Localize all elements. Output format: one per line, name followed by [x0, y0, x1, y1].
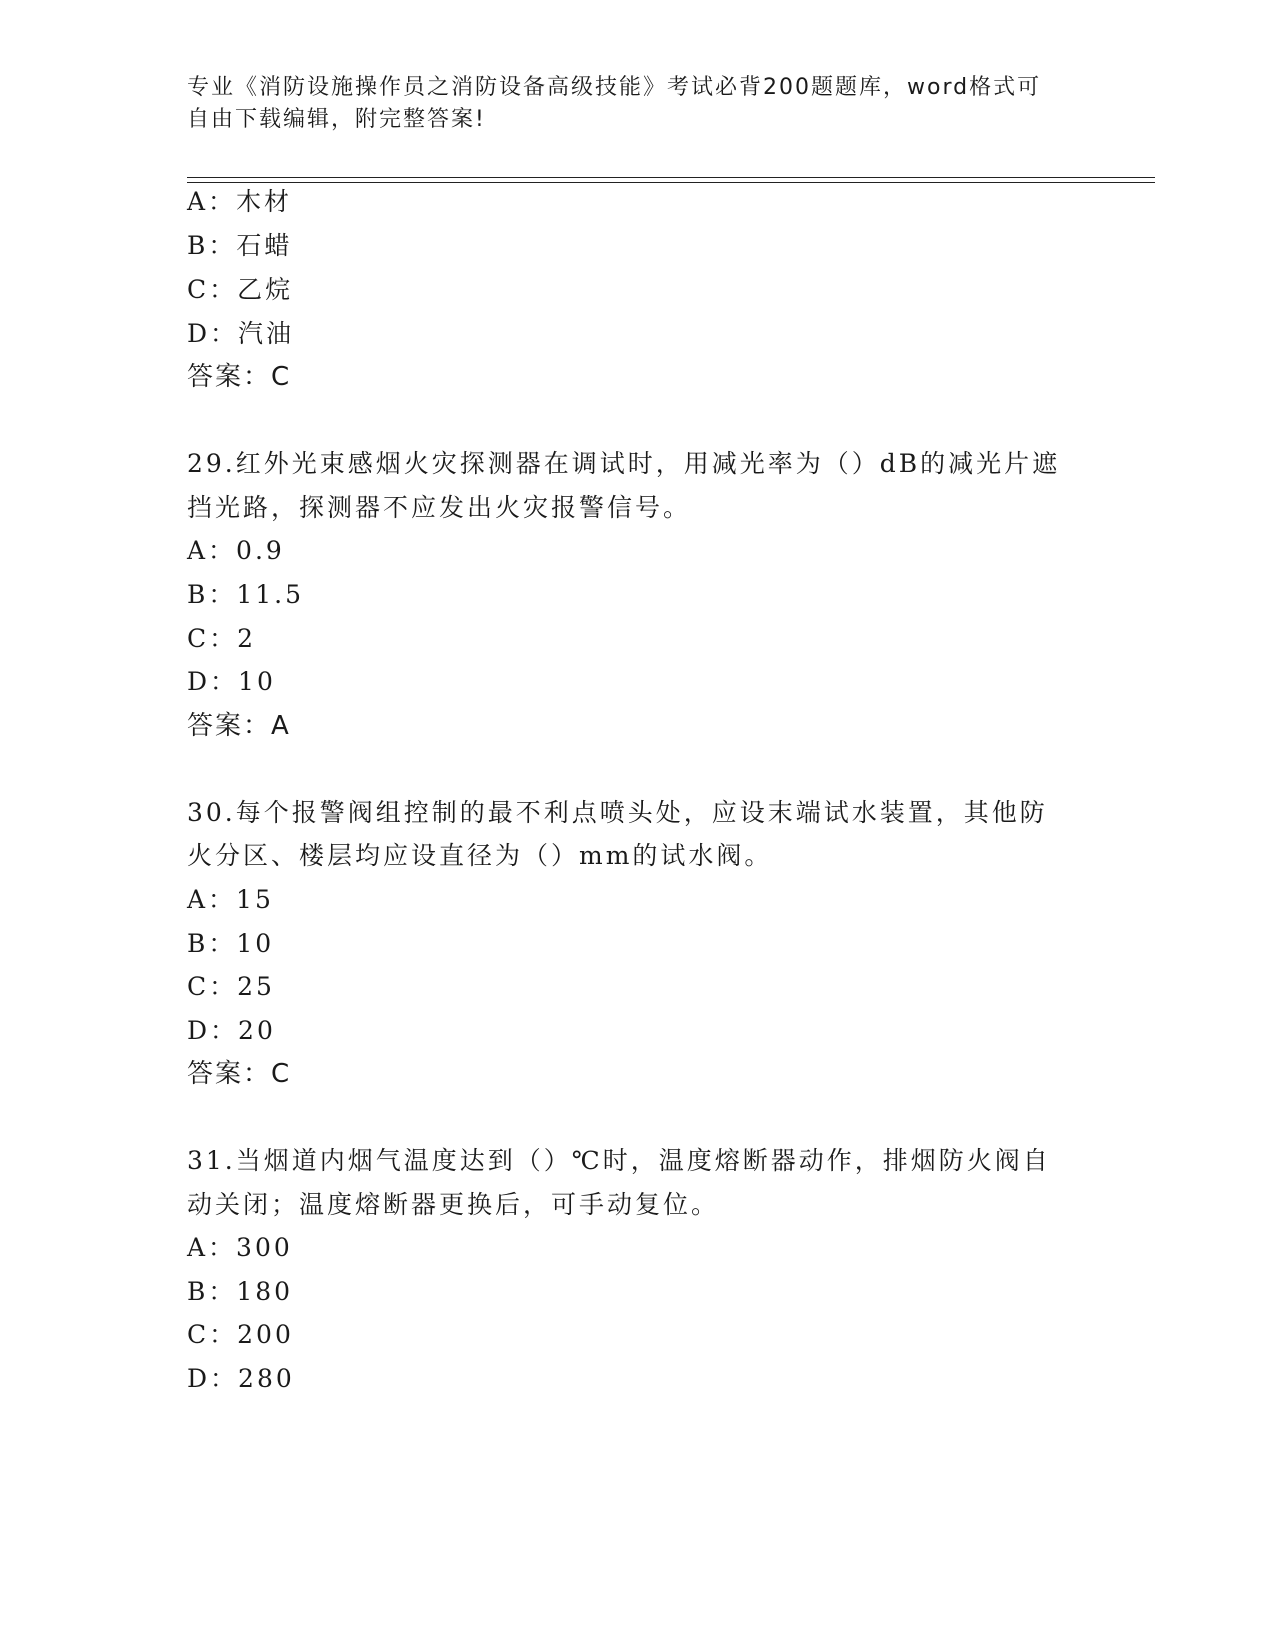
q31-stem-line-1: 31.当烟道内烟气温度达到（）℃时，温度熔断器动作，排烟防火阀自: [187, 1146, 1051, 1175]
prev-option-b: B：石蜡: [187, 231, 293, 260]
q30-option-c: C：25: [187, 972, 275, 1001]
q30-answer: 答案：C: [187, 1059, 292, 1089]
prev-option-d: D：汽油: [187, 319, 295, 348]
q31-stem-line-2: 动关闭；温度熔断器更换后，可手动复位。: [187, 1190, 720, 1219]
q29-stem-line-2: 挡光路，探测器不应发出火灾报警信号。: [187, 493, 692, 522]
q29-stem-line-1: 29.红外光束感烟火灾探测器在调试时，用减光率为（）dB的减光片遮: [187, 449, 1061, 478]
header-line-1: 专业《消防设施操作员之消防设备高级技能》考试必背200题题库，word格式可: [187, 75, 1042, 100]
q31-option-a: A：300: [187, 1233, 293, 1262]
q30-option-a: A：15: [187, 885, 274, 914]
q29-option-d: D：10: [187, 667, 276, 696]
q31-option-c: C：200: [187, 1320, 294, 1349]
prev-option-c: C：乙烷: [187, 275, 294, 304]
q29-option-a: A：0.9: [187, 536, 285, 565]
header-line-2: 自由下载编辑，附完整答案!: [187, 107, 486, 132]
q29-answer: 答案：A: [187, 711, 291, 741]
q31-option-d: D：280: [187, 1364, 295, 1393]
header-divider-top: [187, 177, 1155, 178]
prev-option-a: A：木材: [187, 187, 293, 216]
q30-option-b: B：10: [187, 929, 275, 958]
q31-option-b: B：180: [187, 1277, 294, 1306]
q30-stem-line-2: 火分区、楼层均应设直径为（）mm的试水阀。: [187, 841, 773, 870]
q29-option-b: B：11.5: [187, 580, 305, 609]
q30-stem-line-1: 30.每个报警阀组控制的最不利点喷头处，应设末端试水装置，其他防: [187, 798, 1048, 827]
prev-answer: 答案：C: [187, 362, 292, 392]
q29-option-c: C：2: [187, 624, 257, 653]
document-header: [187, 72, 1087, 136]
header-divider-bottom: [187, 182, 1155, 183]
q30-option-d: D：20: [187, 1016, 276, 1045]
